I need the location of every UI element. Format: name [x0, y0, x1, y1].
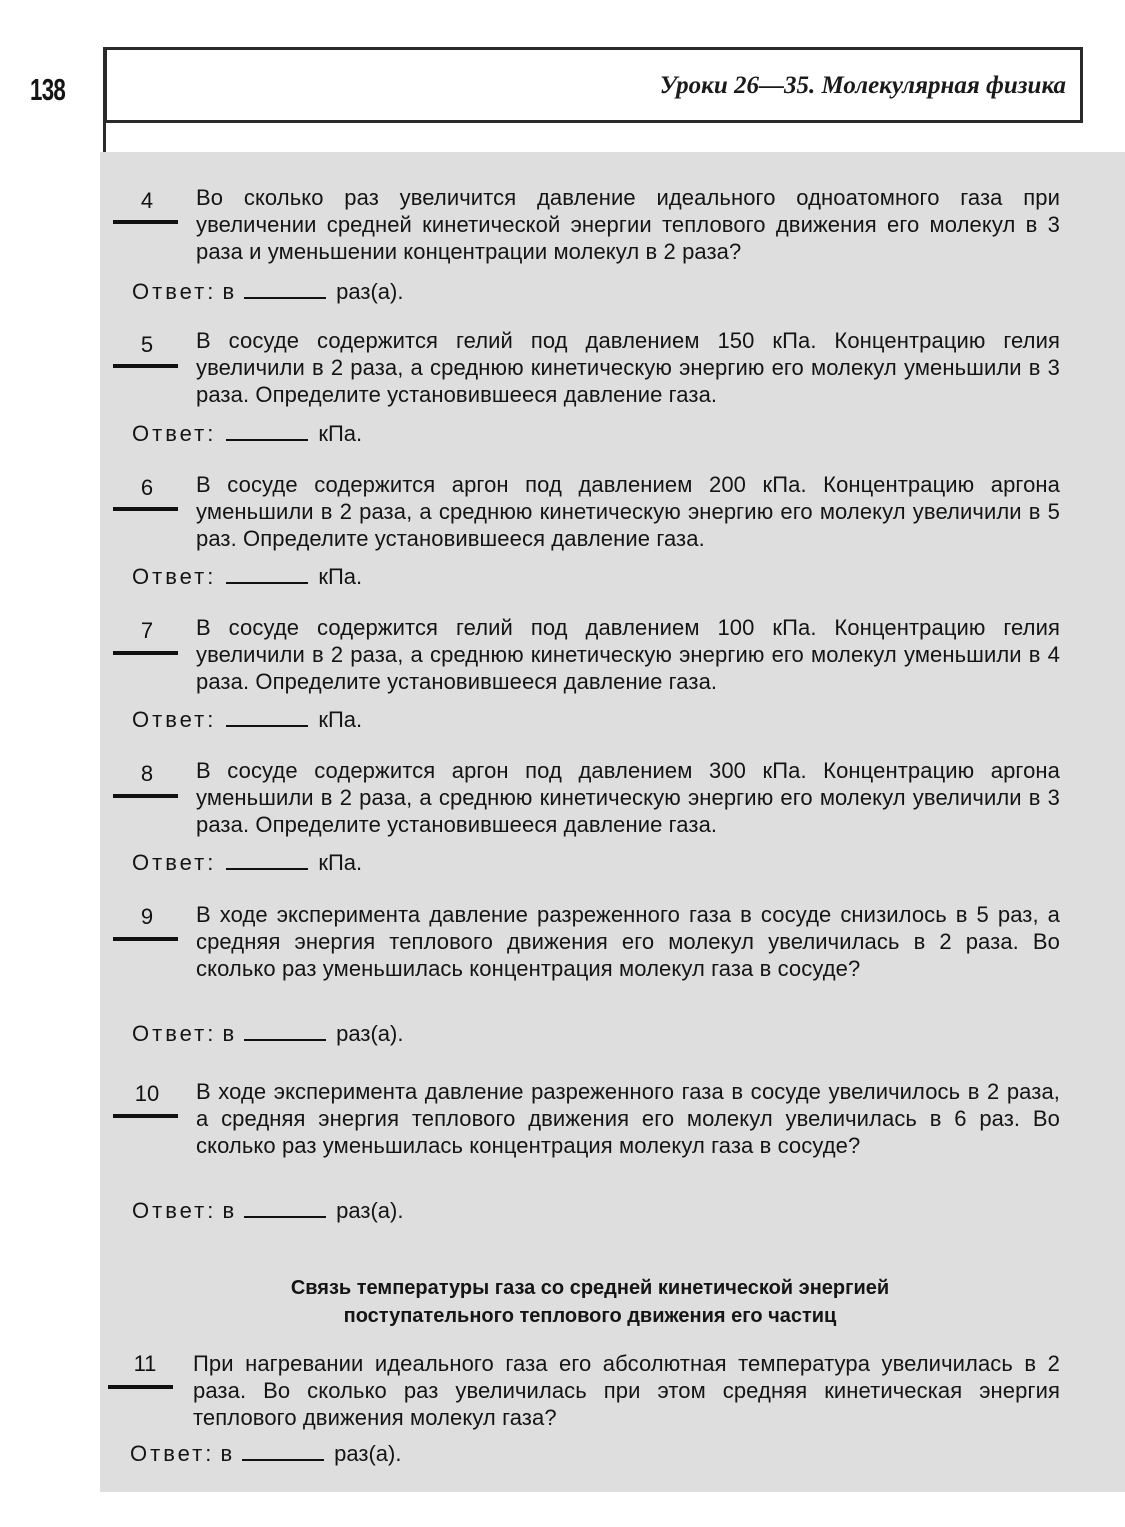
task-marker-line [113, 651, 178, 655]
task-text: В сосуде содержится гелий под давлением 150 кПа. Концентрацию гелия увеличили в 2 раза, а среднюю кинетическую энергию его молекул уменьшили в 3 раза. Определите установившееся давление газа. [196, 328, 1060, 407]
answer-unit: раз(а). [336, 1198, 404, 1223]
answer-line [132, 1021, 403, 1047]
answer-blank[interactable] [226, 582, 308, 584]
task-text: В сосуде содержится гелий под давлением 100 кПа. Концентрацию гелия увеличили в 2 раза, а среднюю кинетическую энергию его молекул уменьшили в 4 раза. Определите установившееся давление газа. [196, 615, 1060, 694]
running-header [103, 47, 1083, 123]
task-marker-line [113, 220, 178, 224]
answer-unit: раз(а). [336, 279, 404, 304]
answer-blank[interactable] [226, 868, 308, 870]
answer-prefix: в [222, 1021, 235, 1046]
answer-label: Ответ: [132, 1021, 217, 1046]
answer-blank[interactable] [242, 1459, 324, 1461]
header-title: Уроки 26—35. Молекулярная физика [659, 72, 1066, 99]
answer-unit: кПа. [318, 421, 363, 446]
answer-prefix: в [220, 1441, 233, 1466]
answer-line [130, 1441, 401, 1467]
answer-label: Ответ: [130, 1441, 215, 1466]
page-number: 138 [30, 72, 66, 107]
section-heading [150, 1274, 1030, 1330]
answer-blank[interactable] [244, 1039, 326, 1041]
answer-label: Ответ: [132, 279, 217, 304]
answer-label: Ответ: [132, 564, 217, 589]
answer-line [132, 1198, 403, 1224]
answer-unit: кПа. [318, 850, 363, 875]
answer-prefix: в [222, 279, 235, 304]
task-marker-line [108, 1385, 173, 1389]
task-number: 4 [140, 188, 154, 213]
answer-line [132, 421, 362, 447]
answer-label: Ответ: [132, 707, 217, 732]
section-heading-line: поступательного теплового движения его частиц [343, 1305, 837, 1327]
answer-blank[interactable] [226, 439, 308, 441]
task-marker-line [113, 794, 178, 798]
task-number: 7 [140, 618, 154, 643]
task-number: 5 [140, 332, 154, 357]
answer-label: Ответ: [132, 421, 217, 446]
task-marker-line [113, 1114, 178, 1118]
task-text: В ходе эксперимента давление разреженного газа в сосуде снизилось в 5 раз, а средняя энергия теплового движения его молекул увеличилась в 2 раза. Во сколько раз уменьшилась концентрация молекул газа в сосуде? [196, 902, 1060, 981]
answer-unit: кПа. [318, 564, 363, 589]
task-text: При нагревании идеального газа его абсолютная температура увеличилась в 2 раза. Во сколько раз увеличилась при этом средняя кинетическая энергия теплового движения молекул газа? [193, 1351, 1060, 1430]
section-heading-line: Связь температуры газа со средней кинетической энергией [290, 1277, 890, 1299]
task-number: 6 [140, 475, 154, 500]
answer-unit: раз(а). [336, 1021, 404, 1046]
answer-line [132, 279, 403, 305]
answer-unit: кПа. [318, 707, 363, 732]
answer-prefix: в [222, 1198, 235, 1223]
task-text: Во сколько раз увеличится давление идеального одноатомного газа при увеличении средней кинетической энергии теплового движения его молекул в 3 раза и уменьшении концентрации молекул в 2 раза? [196, 185, 1060, 264]
task-text: В сосуде содержится аргон под давлением 200 кПа. Концентрацию аргона уменьшили в 2 раза, а среднюю кинетическую энергию его молекул увеличили в 5 раз. Определите установившееся давление газа. [196, 472, 1060, 551]
answer-label: Ответ: [132, 850, 217, 875]
task-marker-line [113, 507, 178, 511]
answer-line [132, 850, 362, 876]
task-number: 9 [140, 904, 154, 929]
answer-blank[interactable] [244, 297, 326, 299]
task-number: 11 [133, 1351, 157, 1376]
task-number: 10 [134, 1081, 160, 1106]
answer-unit: раз(а). [334, 1441, 402, 1466]
answer-line [132, 707, 362, 733]
answer-line [132, 564, 362, 590]
answer-blank[interactable] [226, 725, 308, 727]
task-number: 8 [140, 761, 154, 786]
answer-label: Ответ: [132, 1198, 217, 1223]
answer-blank[interactable] [244, 1216, 326, 1218]
task-text: В сосуде содержится аргон под давлением 300 кПа. Концентрацию аргона уменьшили в 2 раза, а среднюю кинетическую энергию его молекул увеличили в 3 раза. Определите установившееся давление газа. [196, 758, 1060, 837]
task-text: В ходе эксперимента давление разреженного газа в сосуде увеличилось в 2 раза, а средняя энергия теплового движения его молекул увеличилась в 6 раз. Во сколько раз уменьшилась концентрация молекул газа в сосуде? [196, 1079, 1060, 1158]
task-marker-line [113, 937, 178, 941]
task-marker-line [113, 364, 178, 368]
